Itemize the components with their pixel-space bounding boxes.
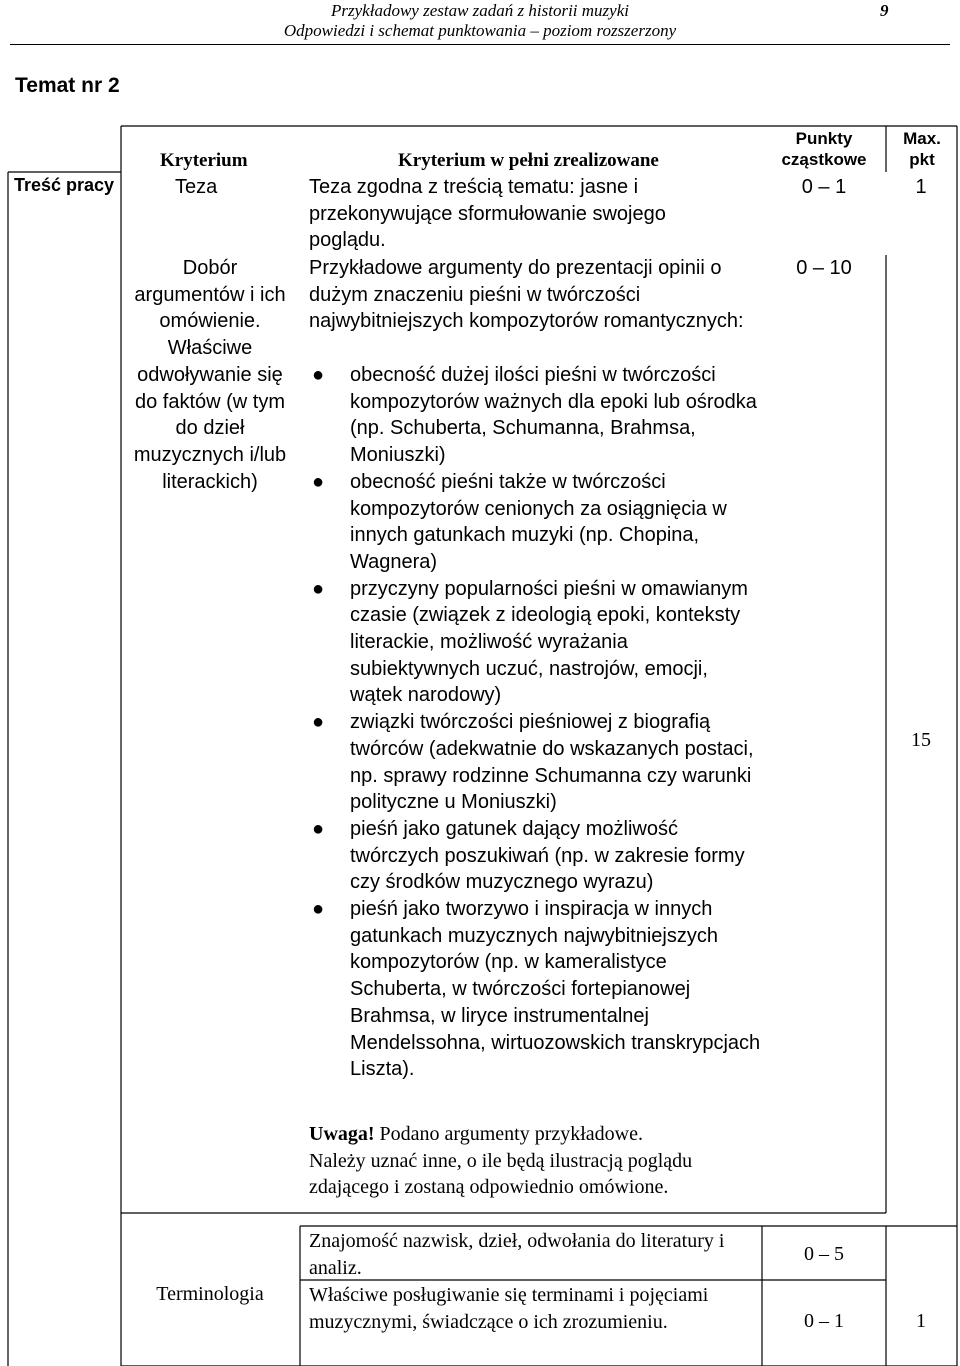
section-title: Temat nr 2 bbox=[15, 74, 120, 97]
terminologia-points-2: 0 – 1 bbox=[804, 1310, 844, 1332]
bullet-icon: ● bbox=[312, 898, 325, 921]
criterion-dobor-argumentow: Dobór argumentów i ich omówienie. Właściwe odwoływanie się do faktów (w tym do dzieł muzycznych i/lub literackich) bbox=[133, 257, 287, 493]
list-item bbox=[309, 576, 761, 710]
argument-text: pieśń jako tworzywo i inspiracja w innych gatunkach muzycznych najwybitniejszych kompozytorów (np. w kameralistyce Schuberta, w twórczości fortepianowej Brahmsa, w liryce instrumentalnej Mendelssohna, wirtuozowskich transkrypcjach Liszta). bbox=[350, 898, 761, 1081]
bullet-icon: ● bbox=[312, 817, 325, 840]
column-header-kryterium: Kryterium bbox=[160, 150, 248, 171]
bullet-icon: ● bbox=[312, 711, 325, 734]
teza-points: 0 – 1 bbox=[801, 176, 847, 198]
criterion-terminologia: Terminologia bbox=[156, 1283, 264, 1305]
argument-text: związki twórczości pieśniowej z biografią twórców (adekwatnie do wskazanych postaci, np. sprawy rodzinne Schumanna czy warunki polityczne u Moniuszki) bbox=[350, 711, 754, 814]
column-header-max: Max. pkt bbox=[903, 129, 941, 169]
dobor-points: 0 – 10 bbox=[796, 257, 852, 279]
bullet-icon: ● bbox=[312, 364, 325, 386]
terminologia-description-2: Właściwe posługiwanie się terminami i pojęciami muzycznymi, świadczące o ich zrozumieniu. bbox=[309, 1284, 709, 1333]
list-item bbox=[309, 362, 761, 469]
page-number: 9 bbox=[880, 1, 889, 20]
teza-description: Teza zgodna z treścią tematu: jasne i przekonywujące sformułowanie swojego poglądu. bbox=[309, 176, 666, 252]
teza-max: 1 bbox=[915, 176, 927, 198]
uwaga-note bbox=[309, 1121, 769, 1201]
list-item bbox=[309, 816, 761, 896]
criterion-teza: Teza bbox=[175, 176, 218, 198]
uwaga-text: Podano argumenty przykładowe. bbox=[374, 1123, 644, 1145]
dobor-max: 15 bbox=[911, 729, 931, 751]
column-header-w-pelni: Kryterium w pełni zrealizowane bbox=[398, 150, 659, 171]
list-item bbox=[309, 896, 761, 1083]
running-header-subtitle: Odpowiedzi i schemat punktowania – poziom rozszerzony bbox=[283, 21, 677, 40]
terminologia-max: 1 bbox=[916, 1310, 926, 1332]
list-item bbox=[309, 709, 761, 816]
argument-text: pieśń jako gatunek dający możliwość twórczych poszukiwań (np. w zakresie formy czy środków muzycznego wyrazu) bbox=[350, 817, 745, 894]
argument-text: przyczyny popularności pieśni w omawianym czasie (związek z ideologią epoki, konteksty literackie, możliwość wyrażania subiektywnych uczuć, nastrojów, emocji, wątek narodowy) bbox=[350, 577, 748, 707]
header-rule bbox=[10, 44, 950, 45]
column-header-punkty: Punkty cząstkowe bbox=[781, 129, 867, 169]
side-label-tresc-pracy: Treść pracy bbox=[13, 175, 115, 195]
uwaga-rest: Należy uznać inne, o ile będą ilustracją poglądu zdającego i zostaną odpowiednio omówione. bbox=[309, 1149, 693, 1199]
running-header-title: Przykładowy zestaw zadań z historii muzyki bbox=[331, 1, 629, 20]
bullet-icon: ● bbox=[312, 470, 325, 493]
dobor-intro: Przykładowe argumenty do prezentacji opinii o dużym znaczeniu pieśni w twórczości najwybitniejszych kompozytorów romantycznych: bbox=[309, 257, 744, 333]
uwaga-label: Uwaga! bbox=[309, 1123, 375, 1145]
argument-list bbox=[309, 362, 761, 1083]
terminologia-description-1: Znajomość nazwisk, dzieł, odwołania do literatury i analiz. bbox=[309, 1230, 725, 1279]
argument-text: obecność dużej ilości pieśni w twórczości kompozytorów ważnych dla epoki lub ośrodka (np. Schuberta, Schumanna, Brahmsa, Moniuszki) bbox=[350, 364, 757, 467]
bullet-icon: ● bbox=[312, 577, 325, 600]
terminologia-points-1: 0 – 5 bbox=[804, 1243, 844, 1265]
list-item bbox=[309, 469, 761, 576]
argument-text: obecność pieśni także w twórczości kompozytorów cenionych za osiągnięcia w innych gatunkach muzyki (np. Chopina, Wagnera) bbox=[350, 470, 727, 573]
